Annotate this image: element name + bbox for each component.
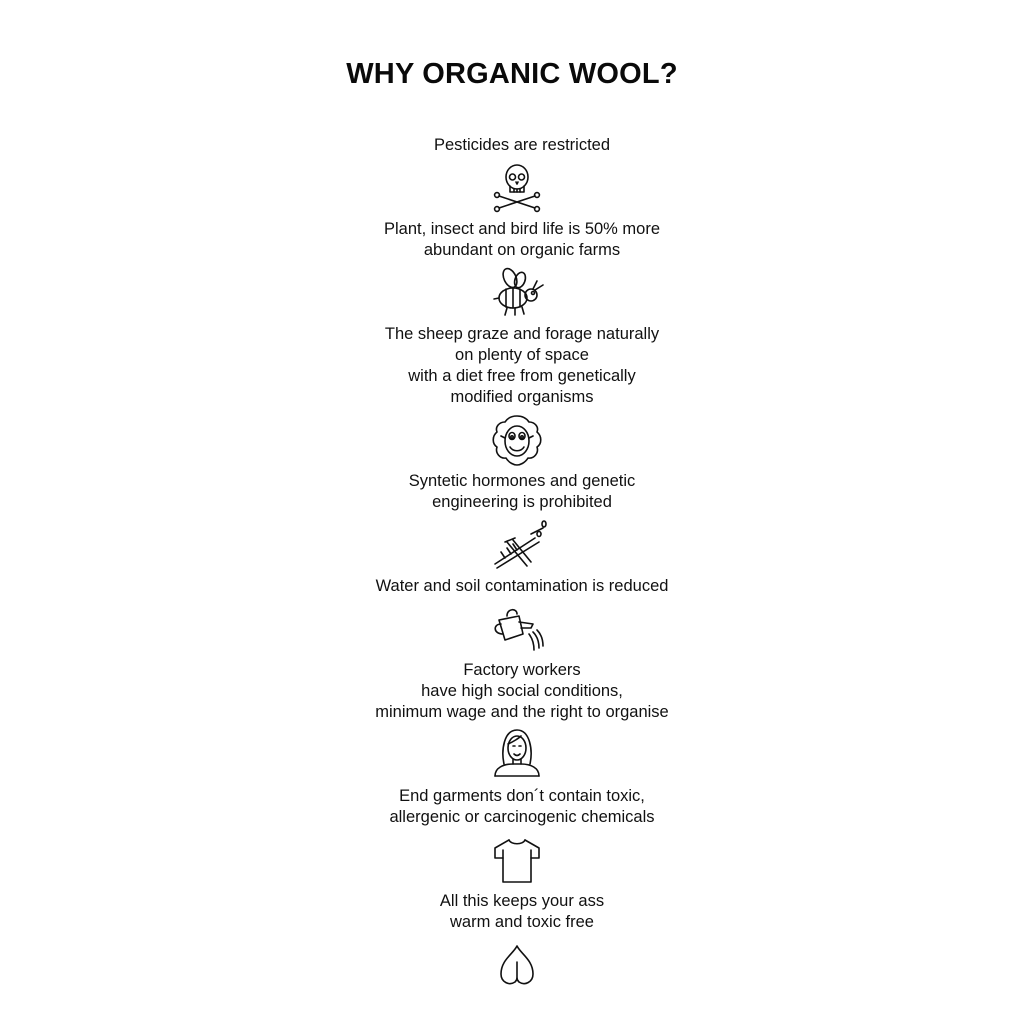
item-text-end-garments: End garments don´t contain toxic, allergenic or carcinogenic chemicals — [389, 787, 655, 826]
item-text-factory-workers: Factory workers have high social conditions, minimum wage and the right to organise — [375, 661, 669, 721]
item-text-biodiversity: Plant, insect and bird life is 50% more abundant on organic farms — [383, 220, 661, 259]
crossed-syringe-icon — [487, 520, 547, 572]
t-shirt-icon — [487, 834, 547, 886]
item-text-sheep-graze: The sheep graze and forage naturally on plenty of space with a diet free from genetically modified organisms — [384, 325, 660, 406]
bee-icon — [487, 266, 547, 318]
item-text-water-soil: Water and soil contamination is reduced — [375, 577, 669, 595]
watering-can-icon — [487, 604, 547, 656]
item-text-keeps-warm: All this keeps your ass warm and toxic free — [439, 892, 605, 931]
skull-crossbones-icon — [487, 162, 547, 214]
sheep-face-icon — [487, 414, 547, 466]
item-text-hormones: Syntetic hormones and genetic engineering is prohibited — [408, 472, 636, 511]
page-title: WHY ORGANIC WOOL? — [346, 58, 678, 90]
buttocks-icon — [487, 938, 547, 990]
woman-worker-icon — [487, 726, 547, 778]
item-text-pesticides: Pesticides are restricted — [433, 136, 611, 154]
